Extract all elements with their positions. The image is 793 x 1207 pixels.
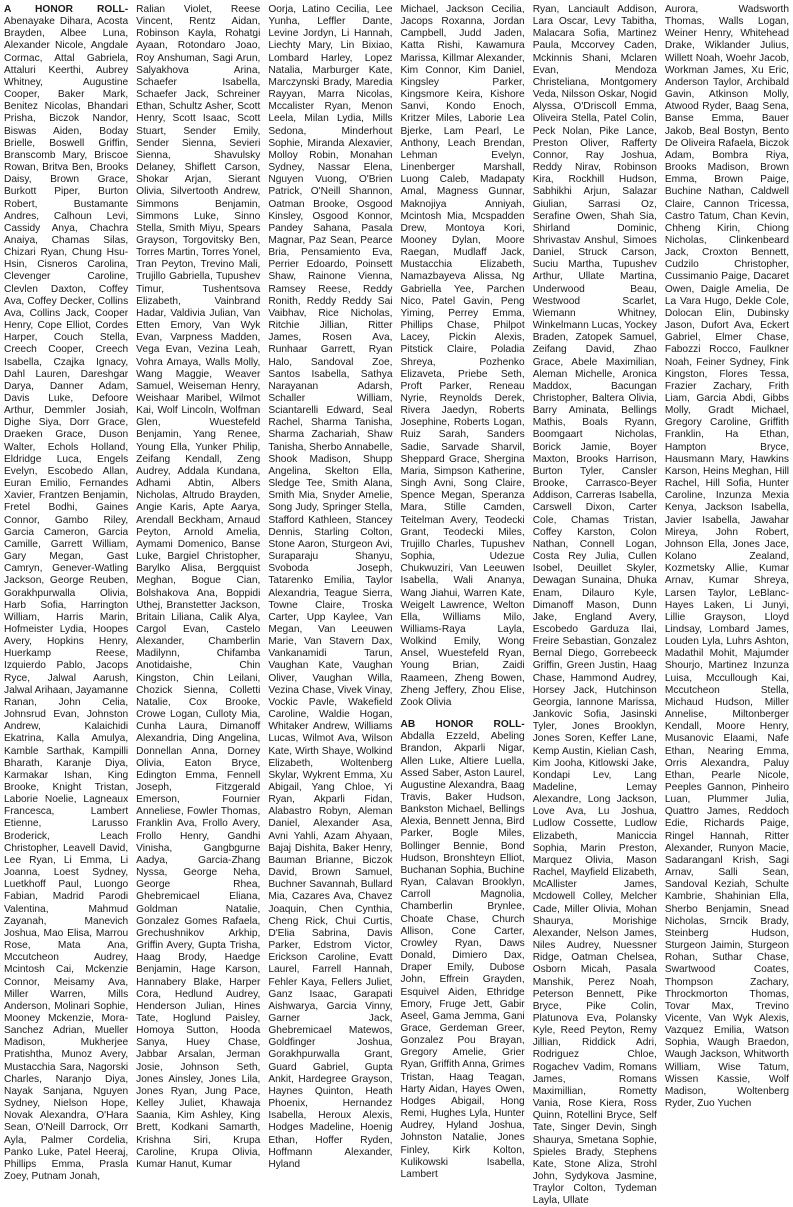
name-list: Abenayake Dihara, Acosta Brayden, Albee Luna, Alexander Nicole, Angdale Cormac, Attal Gabriela, Attaluri Keerthi, Aubrey Whitney, Augustine Cooper, Baker Mark, Benitez Nicolas, Bhandari Prisha, Biczok Nandor, Biswas Aiden, Boday Brielle, Boswell Griffin, Branscomb Mary, Briscoe Rowan, Britva Ben, Brooks Daisy, Brown Grace, Burkott Piper, Burton Robert, Bustamante Andres, Calhoun Levi, Cassidy Anya, Chachra Anaiya, Chamas Silas, Chizari Ryan, Chung Hsu-Hsin, Cisneros Carolina, Clevenger Caroline, Clevlen Daxton, Coffey Ava, Coffey Decker, Collins Ava, Collins Jack, Cooper Henry, Cope Elliot, Cordes Harper, Couch Stella, Creech Cooper, Creech Isabella, Czajka Ignacy, Dahl Lauren, Dareshgar Darya, Danner Adam, Davis Luke, Defoore Arthur, Demmler Josiah, Dighe Siya, Dorr Grace, Draeken Grace, Duson Walter, Echols Holland, Eldridge Luca, Engels Evelyn, Escobedo Allan, Euran Emilio, Fernandes Xavier, Frantzen Benjamin, Fretel Bodhi, Gaines Connor, Gambo Riley, Garcia Cameron, Garcia Camille, Garrett William, Gary Megan, Gast Camryn, Genever-Watling Jackson, George Reuben, Gorakhpurwalla Olivia, Harb Sofia, Harrington William, Harris Marin, Hofmeister Lydia, Hoopes Avery, Hopkins Henry, Huerkamp Reese, Izquierdo Pablo, Jacops Ryce, Jalwal Aarush, Jalwal Arihaan, Jayamanne Ranan, John Celia, Johnsrud Evan, Johnston Andrew, Kalaichidi Ekatrina, Kalla Amulya, Kamble Sarthak, Kampilli Bharath, Karanje Diya, Karmakar Ishan, King Brooke, Knight Tristan, Laborie Noelie, Lagneaux Francesca, Lambert Etienne, Larusso Broderick, Leach Christopher, Leavell David, Lee Ryan, Li Emma, Li Joanna, Loest Sydney, Luetkhoff Paul, Luongo Fabian, Madrid Parodi Valentina, Mahmud Zayanah, Manevich Joshua, Mao Elisa, Marrou Rose, Mata Ana, Mccutcheon Audrey, Mcintosh Cai, Mckenzie Connor, Meisamy Ava, Miller Warren, Mills Anderson, Molinari Sophie, Mooney Mckenzie, Mora-Sanchez Adrian, Mueller Madison, Mukherjee Pratishtha, Munoz Avery, Mustacchia Sara, Nagorski Charles, Naranjo Diya, Nayak Sanjana, Nguyen Sydney, Nielson Hope, Novak Alexandra, O'Hara Sean, O'Neill Darrock, Orr Ayla, Palmer Cordelia, Panko Luke, Patel Heeraj, Phillips Emma, Prasla Zoey, Putnam Jonah, — [4, 16, 129, 1182]
name-list: Oorja, Latino Cecilia, Lee Yunha, Leffler Dante, Levine Jordyn, Li Hannah, Liechty Mary, Lin Bixiao, Lombard Harley, Lopez Natalia, Marburger Kate, Marczynski Brady, Maredia Rayyan, Marra Nicolas, Mccalister Ryan, Menon Leela, Milan Lydia, Mills Sedona, Minderhout Sophie, Miranda Alexavier, Molloy Robin, Monahan Sydney, Nassar Elena, Nguyen Vuong, O'Brien Patrick, O'Neill Shannon, Oatman Brooke, Osgood Kinsley, Osgood Konnor, Pandey Sahana, Pasala Magnar, Paz Sean, Pearce Bria, Pensamiento Eva, Perrier Edoardo, Poinsett Shaw, Rainone Vienna, Ramsey Reese, Reddy Ronith, Reddy Reddy Sai Vaibhav, Rice Nicholas, Ritchie Jillian, Ritter James, Rosen Ava, Runhaar Garrett, Ryan Halo, Sandoval Zoe, Santos Isabella, Sathya Narayanan Adarsh, Schaller William, Sciantarelli Edward, Seal Rachel, Sharma Tanisha, Sharma Zachariah, Shaw Tanisha, Sherbo Annabelle, Shook Madison, Shupp Angelina, Skelton Ella, Sledge Tee, Smith Alana, Smith Mia, Snyder Amelie, Song Judy, Springer Stella, Stafford Kathleen, Stancey Dennis, Starling Colton, Stone Aaron, Sturgeon Avi, Suraparaju Shanyu, Svoboda Joseph, Tatarenko Emilia, Taylor Alexandria, Teague Sierra, Towne Claire, Troska Carter, Upp Kaylee, Van Megan, Van Leeuwen Marie, Van Stavern Dax, Vankanamidi Tarun, Vaughan Kate, Vaughan Oliver, Vaughan Willa, Vezina Chase, Vivek Vinay, Vockic Pavle, Wakefield Caroline, Waldie Hogan, Whitaker Andrew, Williams Lucas, Wilmot Ava, Wilson Kate, Wirth Shaye, Wolkind Elizabeth, Woltenberg Skylar, Wykrent Emma, Xu Abigail, Yang Chloe, Yi Ryan, Akparli Fidan, Alabastro Robyn, Aleman Daniel, Alexander Asa, Avni Yahli, Azam Ahyaan, Bajaj Dishita, Baker Henry, Bauman Brianne, Biczok David, Brown Samuel, Buchner Savannah, Bullard Mia, Cazares Ava, Chavez Joaquin, Chen Cynthia, Cheng Rick, Chui Curtis, D'Elia Sabrina, Davis Parker, Edstrom Victor, Erickson Caroline, Evatt Laurel, Farrell Hannah, Fehler Kaya, Fellers Juliet, Ganz Isaac, Garapati Aishwarya, Garcia Vinny, Garner Jack, Ghebremicael Matewos, Goldfinger Joshua, Gorakhpurwalla Grant, Guard Gabriel, Gupta Ankit, Hardegree Grayson, Haynes Quinton, Heath Phoenix, Hernandez Isabella, Heroux Alexis, Hodges Madeline, Hoenig Ethan, Hoffer Ryden, Hoffmann Alexander, Hyland — [268, 4, 393, 1170]
section-ab-honor-roll — [401, 719, 525, 1181]
name-list: Aurora, Wadsworth Thomas, Walls Logan, Weiner Henry, Whitehead Drake, Wiklander Julius, Willett Noah, Woehr Jacob, Workman James, Xu Eric, Anderson Taylor, Archibald Gavin, Atkinson Molly, Atwood Ryder, Baag Sena, Banse Emma, Bauer Jakob, Beal Bostyn, Bento De Oliveira Rafaela, Biczok Adam, Bombra Riya, Brooks Madison, Brown Emma, Brown Paige, Buchine Nathan, Caldwell Claire, Cannon Tricessa, Castro Tatum, Chan Kevin, Chheng Kirin, Chiong Nicholas, Clinkenbeard Jack, Croxton Bennett, Cudzilo Christopher, Cussimanio Paige, Dacaret Owen, Daigle Amelia, De La Vara Hugo, Dekle Cole, Dolocan Elin, Dubinsky Jason, Dufort Ava, Eckert Gabriel, Elmer Chase, Fabozzi Rocco, Faulkner Noah, Feiner Sydney, Fink Kingston, Flores Tessa, Frazier Zachary, Frith Liam, Garcia Abdi, Gibbs Molly, Gradt Michael, Gregory Caroline, Griffith Franklin, Ha Ethan, Hampton Bryce, Hausmann Mary, Hawkins Karson, Heins Meghan, Hill Rachel, Hill Sofia, Hunter Caroline, Inzunza Mexia Kenya, Jackson Isabella, Javier Isabella, Jawahar Mireya, John Robert, Johnson Ella, Jones Jace, Kolano Zealand, Kozmetsky Allie, Kumar Arnav, Kumar Shreya, Larsen Taylor, LeBlanc-Hayes Laken, Li Junyi, Lillie Grayson, Lloyd Lindsay, Lombard James, Louden Lyla, Luhrs Ashton, Madathil Mohit, Majumder Shourjo, Martinez Inzunza Luisa, Mccullough Kai, Mccutcheon Stella, Michaud Hudson, Miller Annelise, Miltonberger Kendall, Moore Henry, Musanovic Elaami, Nafe Ethan, Nearing Emma, Orris Alexandra, Paluy Ethan, Pearle Nicole, Peeples Gannon, Pinheiro Luan, Plummer Julia, Quattro James, Reddoch Edie, Richards Paige, Ringel Hannah, Ritter Alexander, Runyon Macie, Sadaranganl Krish, Sagi Arnav, Salli Sean, Sandoval Keziah, Schulte Kambrie, Shahinian Ella, Sherbo Benjamin, Snead Nicholas, Srncik Brady, Steinberg Hudson, Sturgeon Jaimin, Sturgeon Rohan, Suthar Chase, Swartwood Coates, Thompson Zachary, Throckmorton Thomas, Tovar Max, Trevino Vicente, Van Wyk Alexis, Vazquez Emilia, Watson Sophia, Waugh Braedon, Waugh Jackson, Whitworth William, Wise Tatum, Wissen Kassie, Wolf Madison, Woltenberg Ryder, Zuo Yuchen — [664, 4, 790, 1110]
section-continuation — [401, 4, 525, 709]
section-continuation — [665, 4, 789, 1110]
name-list: Ralian Violet, Reese Vincent, Rentz Aidan, Robinson Kayla, Rohatgi Ayaan, Rotondaro Joao, Roy Anshuman, Sagi Arun, Salyakhova Arina, Schaefer Isabella, Schaefer Jack, Schreiner Ethan, Schultz Asher, Scott Henry, Scott Isaac, Scott Stuart, Sender Emily, Sender Sienna, Sevieri Sienna, Shavulsky Delaney, Shiflett Carson, Shokar Arjan, Sierant Olivia, Silvertooth Andrew, Simmons Benjamin, Simmons Luke, Sinno Stella, Smith Miyu, Spears Grayson, Torgovitsky Ben, Torres Martin, Torres Yonel, Tran Peyton, Trevino Mali, Trujillo Gabriella, Tupushev Timur, Tushentsova Elizabeth, Vainbrand Hadar, Valdivia Julian, Van Etten Emory, Van Wyk Evan, Varpness Madden, Vega Evan, Vezina Leah, Vohra Amaya, Walls Molly, Wang Maggie, Weaver Samuel, Weiseman Henry, Weishaar Maribel, Wilmot Kai, Wolf Lincoln, Wolfman Glen, Wuestefeld Benjamin, Yang Renee, Young Ella, Yunker Philip, Zeifang Kendall, Zeng Audrey, Addala Kundana, Adhami Abtin, Albers Nicholas, Altrudo Brayden, Angie Karis, Apte Aarya, Arendall Beckham, Arnaud Peyton, Arnold Amelia, Aymami Domenico, Banse Luke, Bargiel Christopher, Barylko Alisa, Bergquist Meghan, Bogue Cian, Bolshakova Ana, Boppidi Uthej, Branstetter Jackson, Britain Liliana, Calik Alya, Cargol Evan, Castelo Alexander, Chamberlin Madilynn, Chifamba Anotidaishe, Chin Kingston, Chin Leilani, Chozick Sienna, Colletti Natalie, Cox Brooke, Crowe Logan, Culloty Mia, Cunha Laura, Dimanoff Alexandria, Ding Angelina, Donnellan Anna, Dorney Olivia, Eaton Bryce, Edington Emma, Fennell Joseph, Fitzgerald Emerson, Fournier Anneliese, Fowler Thomas, Franklin Ava, Frollo Avery, Frollo Henry, Gandhi Vinisha, Gangbgurne Aadya, Garcia-Zhang Nyssa, George Neha, George Rhea, Ghebremicael Eliana, Goldman Natalie, Gonzalez Gomes Rafaela, Grechushnikov Arkhip, Griffin Avery, Gupta Trisha, Haag Brody, Haedge Benjamin, Hage Karson, Hannabery Blake, Harper Cora, Hedlund Audrey, Henderson Julian, Hines Tate, Hoglund Paisley, Homoya Sutton, Hooda Sanya, Huey Chase, Jabbar Arsalan, Jerman Josie, Johnson Seth, Jones Ainsley, Jones Lila, Jones Ryan, Jung Pace, Kelley Juliet, Khawaja Saania, Kim Ashley, King Brett, Kodkani Samarth, Krishna Siri, Krupa Caroline, Krupa Olivia, Kumar Hanut, Kumar — [136, 4, 261, 1170]
text-column-5 — [532, 4, 657, 1207]
name-list: Abdalla Ezzeld, Abeling Brandon, Akparli Nigar, Allen Luke, Altiere Luella, Assed Saber, Aston Laurel, Augustine Alexandra, Baag Travis, Baker Hudson, Bankston Michael, Bellings Alexia, Bennett Jenna, Bird Parker, Bogle Miles, Bollinger Bennie, Bond Hudson, Bronshteyn Elliot, Buchanan Sophia, Buchine Ryan, Calavan Brooklyn, Carroll Magnolia, Chamberlin Brynlee, Choate Chase, Church Allison, Cone Carter, Crowley Ryan, Daws Donald, Dimiero Dax, Draper Emily, Dubose John, Effrein Grayden, Esquivel Aiden, Ethridge Emory, Fruge Jett, Gabir Aseel, Gama Jemma, Gani Grace, Gerdeman Greer, Gonzalez Pou Brayan, Gregory Amelie, Grier Ryan, Griffith Anna, Grimes Tristan, Haag Teagan, Harty Aidan, Hayes Owen, Hodges Abigail, Hong Remi, Hughes Lyla, Hunter Audrey, Hyland Joshua, Johnston Natalie, Jones Finley, Kirk Kolton, Kulikowski Isabella, Lambert — [400, 731, 525, 1180]
text-column-2 — [136, 4, 261, 1170]
text-column-6 — [664, 4, 790, 1110]
section-continuation — [268, 4, 392, 1171]
section-continuation — [533, 4, 657, 1207]
text-column-3 — [268, 4, 393, 1170]
text-column-4 — [400, 4, 525, 1180]
section-a-honor-roll — [4, 4, 128, 1183]
section-continuation — [136, 4, 260, 1171]
name-list: Michael, Jackson Cecilia, Jacops Roxanna, Jordan Campbell, Judd Jaden, Katta Rishi, Kawamura Marissa, Killmar Alexander, Kim Connor, Kim Daniel, Kingsley Parker, Kingsmore Keira, Kishore Sanvi, Kondo Enoch, Kritzer Miles, Laborie Lea Bjerke, Lam Pearl, Le Anthony, Leach Brendan, Lehman Evelyn, Linenberger Marshall, Luong Caleb, Madapaty Amal, Magness Gunnar, Maknojiya Anniyah, Mcintosh Mia, Mcspadden Drew, Montoya Kori, Mooney Dylan, Moore Raegan, Mudlaff Jack, Mustacchia Elizabeth, Namazbayeva Alissa, Ng Gabriella Yee, Parchen Nico, Patel Gavin, Peng Yiming, Perrey Emma, Phillips Chase, Philpot Lacey, Pickin Alexis, Pitstick Claire, Poladia Shreya, Pozhenko Elizaveta, Priebe Seth, Proft Parker, Reneau Nyrie, Reynolds Derek, Rivera Jaedyn, Roberts Josephine, Roberts Logan, Ruiz Sarah, Sanders Sadie, Sarvade Sharvil, Sheppard Grace, Shergina Maria, Simpson Katherine, Singh Avni, Song Claire, Spence Megan, Speranza Mara, Stille Camden, Teitelman Avery, Teodecki Grant, Teodecki Miles, Trujillo Charles, Tupushev Sophia, Udezue Chukwuziri, Van Leeuwen Isabella, Wali Ananya, Wang Jiahui, Warren Kate, Weigelt Lawrence, Welton Ella, Williams Milo, Williams-Raya Layla, Wolkind Emily, Wong Ansel, Wuestefeld Ryan, Young Brian, Zaidi Raameen, Zheng Bowen, Zheng Jeffery, Zhou Elise, Zook Olivia — [400, 4, 525, 708]
section-heading: AB HONOR ROLL- — [400, 719, 525, 731]
text-column-1 — [4, 4, 129, 1182]
name-list: Ryan, Lanciault Addison, Lara Oscar, Levy Tabitha, Malacara Sofia, Martinez Paula, Mccorvey Caden, Mckinnis Shani, Mclaren Evan, Mendoza Christeliana, Montgomery Veda, Nilsson Oskar, Nogid Alyssa, O'Driscoll Emma, Oliveira Stella, Patel Colin, Peck Nolan, Pike Lance, Preston Oliver, Rafferty Connor, Ray Joshua, Reddy Nirav, Robinson Kira, Rockhill Hudson, Sabhikhi Arjun, Salazar Giulian, Sarrasi Oz, Serafine Owen, Shah Sia, Shirland Dominic, Shrivastav Anshul, Simoes Daniel, Struck Carson, Suciu Martha, Tupushev Arthur, Ullate Martina, Underwood Beau, Westwood Scarlet, Wiemann Whitney, Winkelmann Lucas, Yockey Braden, Zatopek Samuel, Zeifang David, Zhao Grace, Abele Maximilian, Aleman Michelle, Aronica Maddox, Bacungan Christopher, Baltera Olivia, Barry Aminata, Bellings Mathis, Boals Ryann, Boomgaart Nicholas, Borick Jamie, Boyer Maxton, Brooks Harrison, Burton Tyler, Cansler Brooke, Carrasco-Beyer Addison, Carreras Isabella, Carswell Dixon, Carter Cole, Chamas Tristan, Coffey Karston, Colon Nathan, Connell Logan, Costa Rey Julia, Cullen Isobel, Deuillet Skyler, Dewagan Sunaina, Dhuka Enam, Dilauro Kyle, Dimanoff Mason, Dunn Jake, England Avery, Escobedo Garduza Ilai, Freire Sebastian, Gonzalez Bernal Diego, Gorrebeeck Griffin, Green Justin, Haag Chase, Hammond Audrey, Horsey Jack, Hutchinson Georgia, Iannone Marissa, Jankovic Sofia, Jasinski Tyler, Jones Brooklyn, Jones Soren, Keffer Lane, Kemp Austin, Kielian Cash, Kim Jooha, Kitlowski Jake, Kondapi Lev, Lang Madeline, Lemay Alexandre, Long Jackson, Love Ava, Lu Joshua, Ludlow Cossette, Ludlow Elizabeth, Maniccia Sophia, Marin Preston, Marquez Olivia, Mason Rachel, Mayfield Elizabeth, McAllister James, Mcdowell Colley, Melcher Cade, Miller Olivia, Mohan Shaurya, Morishige Alexander, Nelson James, Niles Audrey, Nuessner Ridge, Oatman Chelsea, Osborn Micah, Pasala Manshik, Perez Noah, Peterson Bennett, Pike Bryce, Pike Colin, Platunova Eva, Polansky Kyle, Reed Peyton, Remy Jillian, Riddick Adri, Rodriguez Chloe, Rogachev Vadim, Romans James, Romans Maximillian, Rometty Vania, Rose Kiera, Ross Quinn, Rotellini Bryce, Self Tate, Singer Devin, Singh Shaurya, Smetana Sophie, Spieles Brady, Stephens Kate, Stone Aliza, Strohl John, Sydykova Jasmine, Traylor Colton, Tydeman Layla, Ullate — [532, 4, 657, 1207]
section-heading: A HONOR ROLL- — [4, 4, 129, 15]
